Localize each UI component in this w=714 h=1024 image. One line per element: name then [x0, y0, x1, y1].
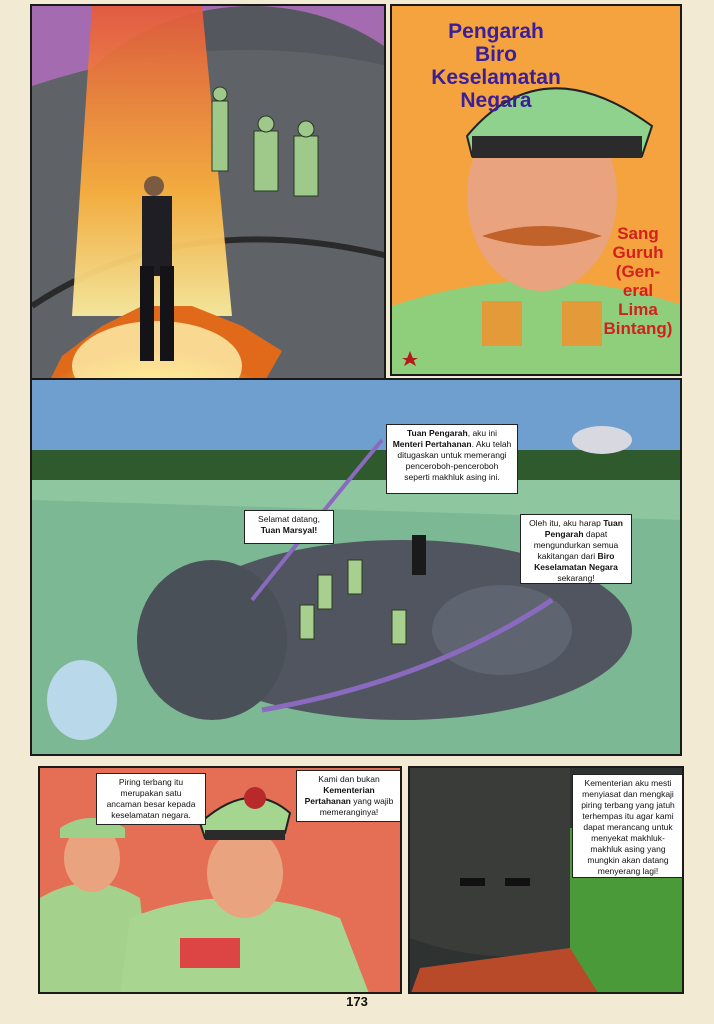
panel-landing-site — [30, 378, 682, 756]
page-number: 173 — [346, 994, 368, 1009]
panel-minister-closeup — [408, 766, 684, 994]
panel-officers-argue — [38, 766, 402, 994]
request-text-mid: dapat mengundurkan semua kakitangan dari — [533, 529, 619, 561]
welcome-text: Selamat datang, — [258, 514, 320, 524]
subtitle-line: (Gen- — [615, 262, 661, 281]
bubble-welcome — [244, 510, 334, 544]
panel-director-portrait — [390, 4, 682, 376]
director-subtitle — [592, 224, 682, 338]
request-bureau: Biro Keselamatan Negara — [534, 551, 618, 572]
request-text: Oleh itu, aku harap — [529, 518, 604, 528]
bubble-minister-intro — [386, 424, 518, 494]
bubble-ministry-claim — [296, 770, 402, 822]
investigation-text: Kementerian aku mesti menyiasat dan mengkaji piring terbang yang jatuh terhempas itu agar kami dapat merancang untuk menyekat makhluk-makhluk asing yang mungkin akan datang menyerang lagi! — [581, 778, 675, 876]
claim-text: Kami dan bukan — [318, 774, 380, 784]
title-line: Negara — [460, 89, 532, 112]
subtitle-line: Sang — [617, 224, 659, 243]
bubble-investigation — [572, 774, 684, 878]
minister-text-bold: Tuan Pengarah — [406, 428, 468, 438]
claim-text-end: yang wajib memeranginya! — [319, 796, 394, 817]
title-line: Pengarah — [448, 20, 544, 43]
threat-text: Piring terbang itu merupakan satu ancaman besar kepada keselamatan negara. — [106, 777, 196, 820]
title-line: Keselamatan — [431, 66, 561, 89]
bubble-threat — [96, 773, 206, 825]
request-text-end: sekarang! — [557, 573, 595, 583]
minister-text-rest: . Aku telah ditugaskan untuk memerangi penceroboh-penceroboh seperti makhluk asing ini. — [397, 439, 512, 482]
subtitle-line: Lima — [618, 300, 658, 319]
title-line: Biro — [475, 43, 517, 66]
bubble-withdraw-request — [520, 514, 632, 584]
welcome-marshal: Tuan Marsyal! — [260, 525, 318, 535]
request-director: Tuan Pengarah — [544, 518, 623, 539]
subtitle-line: Guruh — [612, 243, 664, 262]
minister-text: , aku ini — [467, 428, 498, 438]
claim-ministry: Kementerian Pertahanan — [304, 785, 375, 806]
subtitle-line: Bintang) — [603, 319, 673, 338]
director-title — [406, 20, 586, 112]
subtitle-line: eral — [622, 281, 654, 300]
minister-title: Menteri Pertahanan — [392, 439, 472, 449]
